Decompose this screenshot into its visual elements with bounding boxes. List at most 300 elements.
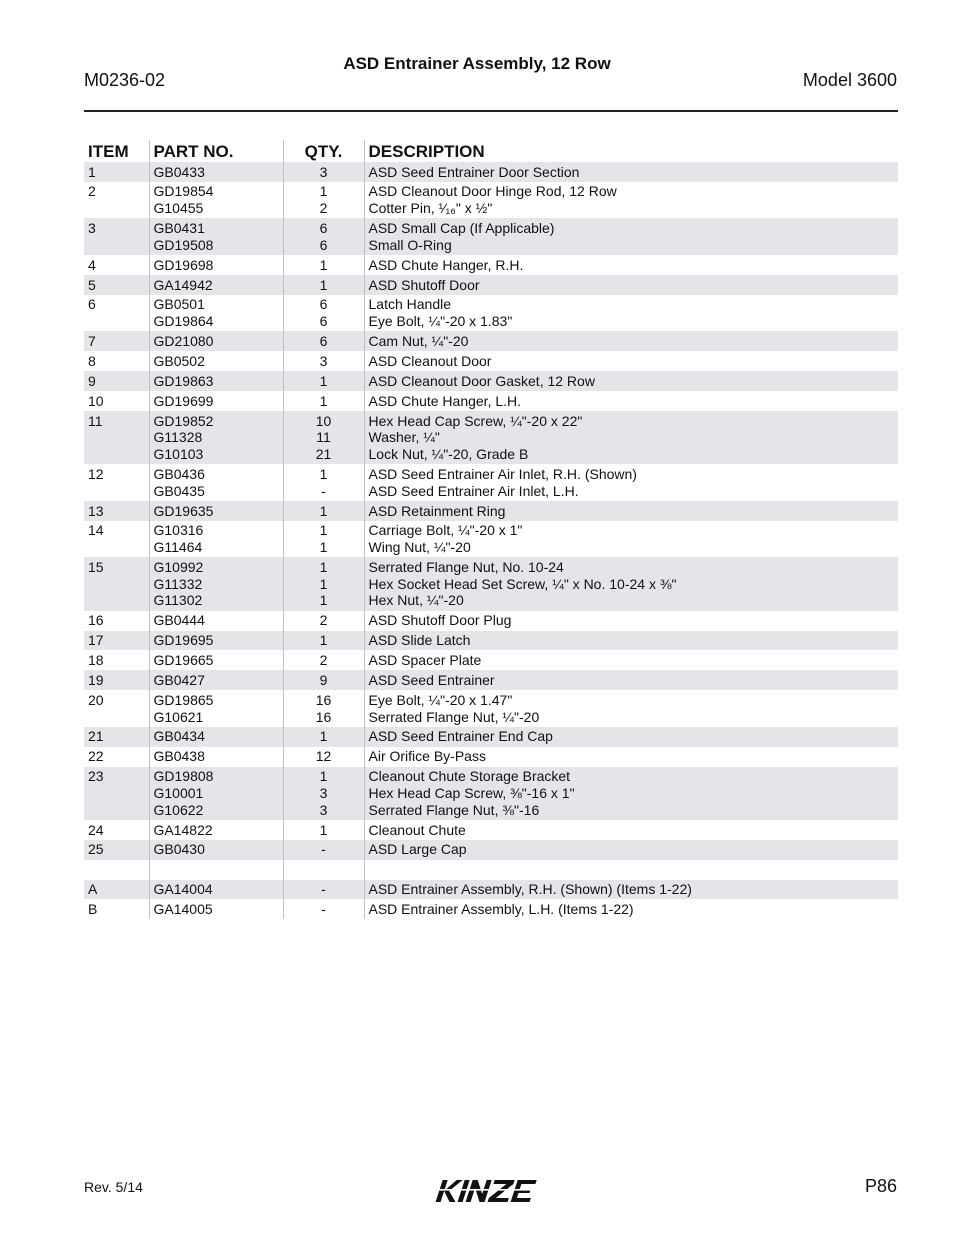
cell-qty-line: 2 <box>319 652 328 669</box>
cell-description-line: Eye Bolt, ¼"-20 x 1.83" <box>368 313 513 330</box>
cell-description-line: ASD Chute Hanger, L.H. <box>368 392 522 409</box>
cell-description-line: ASD Seed Entrainer End Cap <box>368 728 553 745</box>
cell-qty <box>283 331 364 351</box>
cell-part-no-line: GD19854 <box>153 183 214 200</box>
cell-qty-line: 16 <box>315 691 332 708</box>
cell-description-line: ASD Shutoff Door <box>368 276 480 293</box>
cell-item-text: 14 <box>88 522 104 539</box>
cell-qty <box>283 275 364 295</box>
cell-description-line: Hex Socket Head Set Screw, ¼" x No. 10-24 x ⅜" <box>368 575 677 592</box>
cell-qty <box>283 162 364 182</box>
cell-description-line: ASD Slide Latch <box>368 632 471 649</box>
cell-part-no-line: GD19508 <box>153 236 214 253</box>
cell-qty <box>283 840 364 860</box>
cell-qty-line: 1 <box>319 728 328 745</box>
cell-item <box>84 611 149 631</box>
cell-qty <box>283 860 364 880</box>
cell-part-no <box>149 464 283 501</box>
cell-item <box>84 670 149 690</box>
cell-qty-line: 1 <box>319 768 328 785</box>
cell-part-no <box>149 162 283 182</box>
cell-description-line: ASD Shutoff Door Plug <box>368 612 512 629</box>
cell-part-no <box>149 860 283 880</box>
cell-part-no <box>149 521 283 558</box>
cell-item-text: 25 <box>88 841 104 858</box>
cell-part-no <box>149 840 283 860</box>
cell-qty <box>283 501 364 521</box>
cell-item <box>84 391 149 411</box>
cell-item <box>84 464 149 501</box>
cell-item <box>84 331 149 351</box>
cell-qty-line: 12 <box>315 748 332 765</box>
cell-part-no-line: GB0427 <box>153 671 205 688</box>
cell-item <box>84 860 149 880</box>
cell-item <box>84 690 149 727</box>
cell-description <box>364 820 898 840</box>
cell-item <box>84 747 149 767</box>
cell-part-no <box>149 631 283 651</box>
cell-description <box>364 331 898 351</box>
cell-description-line: ASD Spacer Plate <box>368 652 482 669</box>
cell-part-no <box>149 331 283 351</box>
table-row <box>84 331 898 351</box>
cell-qty-line: 6 <box>319 236 328 253</box>
cell-qty <box>283 820 364 840</box>
cell-description <box>364 371 898 391</box>
cell-qty <box>283 557 364 610</box>
cell-qty <box>283 727 364 747</box>
cell-description <box>364 182 898 219</box>
cell-item <box>84 371 149 391</box>
cell-part-no-line: GB0435 <box>153 482 205 499</box>
cell-item <box>84 631 149 651</box>
cell-part-no <box>149 650 283 670</box>
cell-qty-line: - <box>321 901 326 918</box>
cell-description-line: Small O-Ring <box>368 236 452 253</box>
cell-qty-line: 3 <box>319 784 328 801</box>
cell-description <box>364 275 898 295</box>
cell-part-no <box>149 182 283 219</box>
table-row <box>84 411 898 464</box>
cell-part-no-line: GB0433 <box>153 163 205 180</box>
cell-item <box>84 501 149 521</box>
cell-qty-line: 6 <box>319 313 328 330</box>
cell-part-no-line: G11302 <box>153 592 203 609</box>
cell-part-no-line: GB0430 <box>153 841 205 858</box>
cell-part-no <box>149 391 283 411</box>
table-row <box>84 747 898 767</box>
table-row <box>84 218 898 255</box>
cell-qty <box>283 767 364 820</box>
cell-part-no <box>149 351 283 371</box>
cell-item <box>84 295 149 332</box>
cell-description <box>364 218 898 255</box>
cell-qty <box>283 182 364 219</box>
cell-description-line: ASD Large Cap <box>368 841 467 858</box>
table-row <box>84 670 898 690</box>
cell-qty <box>283 295 364 332</box>
cell-qty-line: 1 <box>319 558 328 575</box>
cell-item-text: 9 <box>88 372 96 389</box>
cell-qty-line: - <box>321 881 326 898</box>
cell-item-text: 20 <box>88 691 104 708</box>
cell-part-no <box>149 371 283 391</box>
cell-item <box>84 218 149 255</box>
cell-qty-line: - <box>321 841 326 858</box>
cell-description <box>364 727 898 747</box>
cell-part-no <box>149 690 283 727</box>
cell-qty-line: 3 <box>319 801 328 818</box>
cell-part-no-line: GA14004 <box>153 881 213 898</box>
cell-part-no-line: GB0434 <box>153 728 205 745</box>
cell-description-line: Cleanout Chute Storage Bracket <box>368 768 571 785</box>
cell-qty-line: 1 <box>319 372 328 389</box>
table-row <box>84 295 898 332</box>
cell-item <box>84 840 149 860</box>
cell-item-text: 19 <box>88 671 104 688</box>
cell-qty-line: 1 <box>319 502 328 519</box>
cell-qty-line: 3 <box>319 163 328 180</box>
cell-description-line: Serrated Flange Nut, No. 10-24 <box>368 558 564 575</box>
cell-qty <box>283 611 364 631</box>
cell-part-no-line: GB0438 <box>153 748 205 765</box>
cell-part-no-line: GD21080 <box>153 333 214 350</box>
cell-part-no-line: GD19865 <box>153 691 214 708</box>
cell-description-line: Lock Nut, ¼"-20, Grade B <box>368 446 529 463</box>
cell-part-no <box>149 747 283 767</box>
cell-qty-line: 1 <box>319 821 328 838</box>
cell-item-text: 3 <box>88 220 96 237</box>
cell-qty <box>283 464 364 501</box>
cell-item <box>84 899 149 919</box>
cell-description <box>364 670 898 690</box>
table-row <box>84 391 898 411</box>
cell-item-text: 7 <box>88 333 96 350</box>
cell-qty-line: 1 <box>319 183 328 200</box>
cell-qty-line: 6 <box>319 333 328 350</box>
cell-part-no-line: GB0436 <box>153 465 205 482</box>
cell-description-line: Washer, ¼" <box>368 429 440 446</box>
cell-qty-line: 1 <box>319 256 328 273</box>
cell-description <box>364 255 898 275</box>
cell-item <box>84 182 149 219</box>
cell-description <box>364 295 898 332</box>
cell-qty <box>283 371 364 391</box>
cell-description <box>364 521 898 558</box>
table-row <box>84 880 898 900</box>
cell-part-no-line: G11464 <box>153 539 203 556</box>
cell-part-no-line: GD19699 <box>153 392 214 409</box>
cell-description <box>364 860 898 880</box>
model-label: Model 3600 <box>802 70 897 90</box>
cell-qty <box>283 690 364 727</box>
cell-description-line: ASD Seed Entrainer Air Inlet, L.H. <box>368 482 579 499</box>
cell-description-line: Hex Head Cap Screw, ¼"-20 x 22" <box>368 412 583 429</box>
cell-item <box>84 767 149 820</box>
table-row <box>84 521 898 558</box>
cell-qty <box>283 521 364 558</box>
cell-item-text: 1 <box>88 163 96 180</box>
cell-item-text: B <box>88 901 98 918</box>
cell-part-no <box>149 899 283 919</box>
cell-item <box>84 255 149 275</box>
cell-qty-line: 6 <box>319 296 328 313</box>
table-row <box>84 371 898 391</box>
table-row <box>84 162 898 182</box>
cell-part-no <box>149 275 283 295</box>
cell-description-line: ASD Cleanout Door <box>368 352 492 369</box>
cell-part-no-line: G10001 <box>153 784 204 801</box>
cell-description <box>364 880 898 900</box>
cell-description-line: Hex Head Cap Screw, ⅜"-16 x 1" <box>368 784 575 801</box>
cell-item-text: 18 <box>88 652 104 669</box>
cell-part-no <box>149 820 283 840</box>
cell-item-text: 5 <box>88 276 96 293</box>
cell-description <box>364 650 898 670</box>
cell-part-no-line: G10622 <box>153 801 204 818</box>
table-row <box>84 351 898 371</box>
cell-description-line: ASD Cleanout Door Gasket, 12 Row <box>368 372 595 389</box>
page-title: ASD Entrainer Assembly, 12 Row <box>343 54 611 73</box>
cell-item-text: 8 <box>88 352 96 369</box>
cell-qty <box>283 218 364 255</box>
cell-part-no-line: GA14822 <box>153 821 213 838</box>
cell-item-text: 6 <box>88 296 96 313</box>
cell-description-line: Cotter Pin, ¹⁄₁₆" x ½" <box>368 200 493 217</box>
cell-part-no-line: G10103 <box>153 446 204 463</box>
cell-item <box>84 650 149 670</box>
cell-description <box>364 899 898 919</box>
cell-part-no-line: G10992 <box>153 558 204 575</box>
table-row <box>84 275 898 295</box>
cell-qty-line: 3 <box>319 352 328 369</box>
table-row <box>84 611 898 631</box>
table-row <box>84 182 898 219</box>
cell-description-line: Serrated Flange Nut, ¼"-20 <box>368 708 540 725</box>
cell-description-line: ASD Seed Entrainer Air Inlet, R.H. (Shown) <box>368 465 637 482</box>
table-header-row <box>84 140 898 162</box>
cell-qty <box>283 880 364 900</box>
cell-description-line: Cleanout Chute <box>368 821 466 838</box>
cell-qty <box>283 650 364 670</box>
cell-part-no <box>149 670 283 690</box>
cell-qty <box>283 747 364 767</box>
table-row <box>84 899 898 919</box>
cell-part-no <box>149 611 283 631</box>
cell-part-no <box>149 727 283 747</box>
cell-part-no-line: GD19695 <box>153 632 214 649</box>
cell-qty-line: 16 <box>315 708 332 725</box>
table-row <box>84 650 898 670</box>
table-row <box>84 255 898 275</box>
cell-description <box>364 631 898 651</box>
cell-item <box>84 880 149 900</box>
cell-qty-line: - <box>321 482 326 499</box>
cell-qty-line: 1 <box>319 592 328 609</box>
cell-description-line: Latch Handle <box>368 296 452 313</box>
cell-item <box>84 351 149 371</box>
cell-description <box>364 767 898 820</box>
header-rule <box>84 110 898 112</box>
cell-description-line: ASD Entrainer Assembly, R.H. (Shown) (Items 1-22) <box>368 881 692 898</box>
cell-item <box>84 557 149 610</box>
cell-item-text: 15 <box>88 558 104 575</box>
cell-item-text: 23 <box>88 768 104 785</box>
cell-item-text: 21 <box>88 728 104 745</box>
cell-part-no-line: GD19864 <box>153 313 214 330</box>
cell-item-text: 24 <box>88 821 104 838</box>
cell-part-no-line: GB0502 <box>153 352 205 369</box>
cell-item <box>84 727 149 747</box>
cell-qty <box>283 631 364 651</box>
cell-description-line: ASD Cleanout Door Hinge Rod, 12 Row <box>368 183 617 200</box>
cell-part-no <box>149 501 283 521</box>
cell-qty <box>283 411 364 464</box>
cell-description-line: ASD Seed Entrainer <box>368 671 495 688</box>
cell-item <box>84 521 149 558</box>
cell-part-no-line: G10455 <box>153 200 204 217</box>
cell-description <box>364 690 898 727</box>
cell-description <box>364 411 898 464</box>
parts-table-body <box>84 162 898 919</box>
cell-item-text: 17 <box>88 632 104 649</box>
cell-part-no <box>149 880 283 900</box>
cell-item-text: A <box>88 881 98 898</box>
cell-item-text: 10 <box>88 392 104 409</box>
table-row <box>84 820 898 840</box>
cell-item-text: 12 <box>88 465 104 482</box>
cell-part-no-line: GA14942 <box>153 276 213 293</box>
revision-label: Rev. 5/14 <box>84 1179 143 1195</box>
cell-item-text <box>88 861 145 878</box>
cell-item <box>84 820 149 840</box>
cell-description <box>364 351 898 371</box>
table-row <box>84 840 898 860</box>
cell-qty-line: 6 <box>319 220 328 237</box>
cell-qty-line <box>288 861 360 878</box>
doc-number: M0236-02 <box>84 70 166 90</box>
cell-part-no-line: G11332 <box>153 575 203 592</box>
cell-description-line: ASD Chute Hanger, R.H. <box>368 256 524 273</box>
cell-qty-line: 21 <box>315 446 332 463</box>
cell-description <box>364 391 898 411</box>
cell-description-line: Wing Nut, ¼"-20 <box>368 539 471 556</box>
col-header-item: ITEM <box>88 142 129 161</box>
col-header-part-no: PART NO. <box>149 140 283 162</box>
cell-description <box>364 464 898 501</box>
cell-part-no <box>149 767 283 820</box>
cell-description <box>364 557 898 610</box>
table-row <box>84 727 898 747</box>
cell-qty-line: 2 <box>319 612 328 629</box>
cell-part-no-line: GA14005 <box>153 901 213 918</box>
cell-part-no-line: GD19665 <box>153 652 214 669</box>
cell-part-no <box>149 255 283 275</box>
cell-qty-line: 1 <box>319 575 328 592</box>
table-row <box>84 860 898 880</box>
cell-qty-line: 11 <box>316 429 331 446</box>
cell-description-line: Air Orifice By-Pass <box>368 748 486 765</box>
table-row <box>84 501 898 521</box>
col-header-qty: QTY. <box>283 140 364 162</box>
cell-description-line: ASD Retainment Ring <box>368 502 506 519</box>
cell-qty <box>283 670 364 690</box>
cell-item-text: 4 <box>88 256 96 273</box>
table-row <box>84 557 898 610</box>
cell-description <box>364 747 898 767</box>
col-header-description: DESCRIPTION <box>364 140 898 162</box>
cell-item-text: 2 <box>88 183 96 200</box>
cell-qty-line: 1 <box>319 276 328 293</box>
cell-item-text: 13 <box>88 502 104 519</box>
cell-qty <box>283 351 364 371</box>
table-row <box>84 464 898 501</box>
cell-part-no <box>149 218 283 255</box>
cell-description-line <box>369 861 895 878</box>
cell-qty-line: 1 <box>319 392 328 409</box>
cell-part-no-line: GB0501 <box>153 296 205 313</box>
cell-qty-line: 2 <box>319 200 328 217</box>
cell-qty-line: 10 <box>315 412 332 429</box>
cell-description <box>364 501 898 521</box>
kinze-logo <box>432 1176 552 1206</box>
parts-table <box>84 140 898 919</box>
cell-description-line: Eye Bolt, ¼"-20 x 1.47" <box>368 691 513 708</box>
cell-part-no-line <box>154 861 279 878</box>
cell-part-no-line: G11328 <box>153 429 203 446</box>
page-number: P86 <box>864 1176 897 1196</box>
cell-description-line: ASD Small Cap (If Applicable) <box>368 220 555 237</box>
cell-qty <box>283 255 364 275</box>
cell-qty-line: 1 <box>319 632 328 649</box>
cell-part-no-line: GD19852 <box>153 412 214 429</box>
cell-qty-line: 1 <box>319 465 328 482</box>
cell-item <box>84 411 149 464</box>
cell-description <box>364 162 898 182</box>
cell-part-no-line: GB0431 <box>153 220 205 237</box>
cell-item-text: 11 <box>88 412 103 429</box>
table-row <box>84 767 898 820</box>
cell-description-line: Serrated Flange Nut, ⅜"-16 <box>368 801 540 818</box>
cell-qty <box>283 899 364 919</box>
cell-description-line: ASD Seed Entrainer Door Section <box>368 163 580 180</box>
kinze-logo-mark <box>432 1176 552 1206</box>
cell-description-line: Hex Nut, ¼"-20 <box>368 592 464 609</box>
cell-item <box>84 162 149 182</box>
table-row <box>84 631 898 651</box>
table-row <box>84 690 898 727</box>
cell-part-no-line: GD19863 <box>153 372 214 389</box>
cell-part-no-line: G10316 <box>153 522 204 539</box>
cell-part-no-line: GD19635 <box>153 502 214 519</box>
cell-qty-line: 1 <box>319 522 328 539</box>
cell-part-no <box>149 295 283 332</box>
cell-description-line: ASD Entrainer Assembly, L.H. (Items 1-22) <box>368 901 634 918</box>
cell-description <box>364 611 898 631</box>
cell-part-no-line: GD19808 <box>153 768 214 785</box>
cell-qty-line: 9 <box>319 671 328 688</box>
cell-qty <box>283 391 364 411</box>
cell-qty-line: 1 <box>319 539 328 556</box>
cell-item-text: 22 <box>88 748 104 765</box>
cell-part-no-line: G10621 <box>153 708 204 725</box>
cell-part-no-line: GB0444 <box>153 612 205 629</box>
cell-description-line: Carriage Bolt, ¼"-20 x 1" <box>368 522 523 539</box>
cell-part-no <box>149 557 283 610</box>
cell-item <box>84 275 149 295</box>
cell-part-no-line: GD19698 <box>153 256 214 273</box>
cell-description-line: Cam Nut, ¼"-20 <box>368 333 469 350</box>
